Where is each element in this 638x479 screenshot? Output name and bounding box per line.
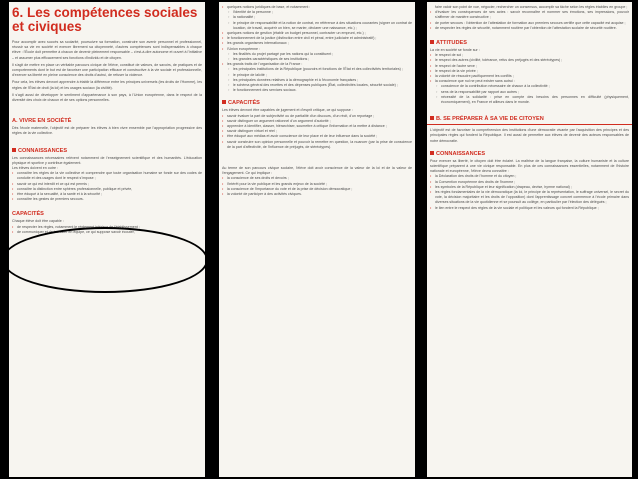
red-square-icon bbox=[430, 40, 434, 44]
attitudes-intro: La vie en société se fonde sur : bbox=[430, 48, 480, 53]
heading-connaissances: CONNAISSANCES bbox=[9, 145, 205, 156]
list-item: • la Convention européenne des droits de l'homme ; bbox=[427, 180, 632, 185]
list-item: ◦ le principe de laïcité ; bbox=[219, 73, 415, 78]
list-item: • l'intérêt pour la vie publique et les grands enjeux de la société ; bbox=[219, 182, 415, 187]
list-item: • de communiquer et de travailler en équipe, ce qui suppose savoir écouter, bbox=[9, 230, 205, 235]
list-item: • être éduqué à la sexualité, à la santé et à la sécurité ; bbox=[9, 192, 205, 197]
list-item: ◦ le principe de responsabilité et la notion de contrat, en référence à des situations courantes (signer un contrat de location, de travail, acquérir un bien, se marier, déclarer une naissance, etc.) ; bbox=[219, 21, 415, 31]
capacites-continued: faire valoir son point de vue, négocier, rechercher un consensus, accomplir sa tâche selon les règles établies en groupe ; bbox=[435, 5, 628, 9]
list-item: • le respect de la vie privée ; bbox=[427, 69, 632, 74]
list-item: • la conscience que nul ne peut exister sans autrui : bbox=[427, 79, 632, 84]
list-item: ◦ les principales données relatives à la démographie et à l'économie françaises ; bbox=[219, 78, 415, 83]
list-item: • les grands organismes internationaux ; bbox=[219, 41, 415, 46]
list-item: • quelques notions de gestion (établir un budget personnel, contracter un emprunt, etc.) ; bbox=[219, 31, 415, 36]
list-item: • le respect de soi ; bbox=[427, 53, 632, 58]
list-item: ◦ le fonctionnement des services sociaux. bbox=[219, 88, 415, 93]
list-item: • la volonté de résoudre pacifiquement les conflits ; bbox=[427, 74, 632, 79]
list-item: • le respect des autres (civilité, tolérance, refus des préjugés et des stéréotypes) ; bbox=[427, 58, 632, 63]
list-item: • d'évaluer les conséquences de ses actes : savoir reconnaître et nommer ses émotions, ses impressions, pouvoir s'affirmer de manière constructive ; bbox=[427, 10, 632, 20]
list-item: • savoir ce qui est interdit et ce qui est permis ; bbox=[9, 182, 205, 187]
connaissances-text: Les connaissances nécessaires relèvent notamment de l'enseignement scientifique et des humanités. L'éducation physique et sportive y contribue également. bbox=[12, 155, 202, 165]
list-item: • la Déclaration des droits de l'homme et du citoyen ; bbox=[427, 174, 632, 179]
list-item: • le fonctionnement de la justice (distinction entre civil et pénal, entre judiciaire et administratif) ; bbox=[219, 36, 415, 41]
list-item: ◦ les grandes caractéristiques de ses institutions ; bbox=[219, 57, 415, 62]
list-item: • le respect de l'autre sexe ; bbox=[427, 64, 632, 69]
list-item: • savoir distinguer un argument rationnel d'un argument d'autorité ; bbox=[219, 119, 415, 124]
page-column-3 bbox=[427, 2, 632, 477]
list-item: ◦ les finalités du projet partagé par les nations qui la constituent ; bbox=[219, 52, 415, 57]
parcours-civique-text: Au terme de son parcours civique scolaire, l'élève doit avoir conscience de la valeur de la loi et de la valeur de l'engagement. Ce qui implique : bbox=[222, 166, 412, 176]
page-column-2 bbox=[219, 2, 415, 477]
heading-attitudes: ATTITUDES bbox=[427, 37, 632, 48]
list-item: • savoir distinguer virtuel et réel ; bbox=[219, 129, 415, 134]
list-item: • de respecter les règles de sécurité, notamment routière par l'obtention de l'attestation scolaire de sécurité routière. bbox=[427, 26, 632, 31]
list-item: ◦ conscience de la contribution nécessaire de chacun à la collectivité ; bbox=[427, 84, 632, 89]
red-square-icon bbox=[12, 148, 16, 152]
list-item: • apprendre à identifier, classer, hiérarchiser, soumettre à critique l'information et la mettre à distance ; bbox=[219, 124, 415, 129]
intro-paragraph-3: Pour cela, les élèves devront apprendre à établir la différence entre les principes universels (les droits de l'Homme), les règles de l'État de droit (la loi) et les usages sociaux (la civilité). bbox=[12, 80, 202, 90]
list-item: • de respecter les règles, notamment le règlement intérieur de l'établissement ; bbox=[9, 225, 205, 230]
intro-paragraph-2: Il s'agit de mettre en place un véritable parcours civique de l'élève, constitué de valeurs, de savoirs, de pratiques et de comportements dont le but est de favoriser une participation efficace et constructive à la vie sociale et professionnelle, d'exercer sa liberté en pleine conscience des droits d'autrui, de refuser la violence. bbox=[12, 62, 202, 78]
capacites-intro: Chaque élève doit être capable : bbox=[12, 219, 64, 224]
heading-capacites: CAPACITÉS bbox=[219, 97, 415, 108]
list-item: • les règles fondamentales de la vie démocratique (la loi, le principe de la représentation, le suffrage universel, le secret du vote, la décision majoritaire et les droits de l'opposition) dont l'apprentissage concret commence à l'école primaire dans diverses situations de la vie quotidienne et se poursuit au collège, en particulier par l'élection des délégués ; bbox=[427, 190, 632, 206]
capacites-text: Les élèves devront être capables de jugement et d'esprit critique, ce qui suppose : bbox=[222, 108, 353, 113]
list-item: • connaître les règles de la vie collective et comprendre que toute organisation humaine se fonde sur des codes de conduite et des usages dont le respect s'impose ; bbox=[9, 171, 205, 181]
intro-paragraph-1: Pour accomplir avec succès sa scolarité, poursuivre sa formation, construire son avenir personnel et professionnel, réussir sa vie en société et exercer librement sa citoyenneté, d'autres compétences sont indispensables à chaque élève : l'École doit permettre à chacun de devenir pleinement responsable – c'est-à-dire autonome et ouvert à l'initiative – et assumer plus efficacement ses fonctions d'individu et de citoyen. bbox=[12, 40, 202, 60]
column-divider bbox=[207, 0, 213, 479]
connaissances-text: Pour exercer sa liberté, le citoyen doit être éclairé. La maîtrise de la langue française, la culture humaniste et la culture scientifique préparent à une vie civique responsable. En plus de ces connaissances essentielles, notamment de l'histoire nationale et européenne, l'élève devra connaître : bbox=[430, 158, 629, 174]
se-preparer-text: L'objectif est de favoriser la compréhension des institutions d'une démocratie vivante par l'acquisition des principes et des principales règles qui fondent la République. Il est aussi de permettre aux élèves de devenir des acteurs responsables de notre démocratie. bbox=[430, 128, 629, 143]
list-item: ◦ l'identité de la personne ; bbox=[219, 10, 415, 15]
heading-se-preparer: B. SE PRÉPARER À SA VIE DE CITOYEN bbox=[427, 113, 632, 125]
list-item: • être éduqué aux médias et avoir conscience de leur place et de leur influence dans la société ; bbox=[219, 134, 415, 139]
red-square-icon bbox=[430, 151, 434, 155]
list-item: • de porter secours : l'obtention de l'attestation de formation aux premiers secours certifie que cette capacité est acquise ; bbox=[427, 21, 632, 26]
red-square-icon bbox=[430, 116, 434, 120]
heading-capacites: CAPACITÉS bbox=[12, 211, 44, 218]
list-item: ◦ la nationalité ; bbox=[219, 15, 415, 20]
hand-drawn-circle-annotation bbox=[2, 227, 208, 293]
list-item: • connaître les gestes de premiers secours. bbox=[9, 197, 205, 202]
connaissances-list-intro: Les élèves doivent en outre : bbox=[12, 166, 58, 171]
column-divider bbox=[416, 0, 422, 479]
list-item: • savoir évaluer la part de subjectivité ou de partialité d'un discours, d'un récit, d'un reportage ; bbox=[219, 114, 415, 119]
list-item: ◦ le schéma général des recettes et des dépenses publiques (État, collectivités locales, sécurité sociale) ; bbox=[219, 83, 415, 88]
list-item: • la volonté de participer à des activités civiques. bbox=[219, 192, 415, 197]
list-item: • savoir construire son opinion personnelle et pouvoir la remettre en question, la nuancer (par la prise de conscience de la part d'affectivité, de l'influence de préjugés, de stéréotypes). bbox=[219, 140, 415, 150]
list-item: • la conscience de ses droits et devoirs ; bbox=[219, 176, 415, 181]
list-item: • quelques notions juridiques de base, et notamment : bbox=[219, 5, 415, 10]
list-item: • les symboles de la République et leur signification (drapeau, devise, hymne national) ; bbox=[427, 185, 632, 190]
list-item: ◦ sens de la responsabilité par rapport aux autres ; bbox=[427, 90, 632, 95]
red-square-icon bbox=[222, 100, 226, 104]
section-title: 6. Les compétences sociales et civiques bbox=[12, 5, 198, 34]
intro-paragraph-4: Il s'agit aussi de développer le sentiment d'appartenance à son pays, à l'Union européenne, dans le respect de la diversité des choix de chacun et de ses options personnelles. bbox=[12, 92, 202, 103]
heading-connaissances: CONNAISSANCES bbox=[427, 148, 632, 159]
list-item: • l'Union européenne : bbox=[219, 47, 415, 52]
list-item: • la conscience de l'importance du vote et de la prise de décision démocratique ; bbox=[219, 187, 415, 192]
list-item: ◦ nécessité de la solidarité : prise en compte des besoins des personnes en difficulté (physiquement, économiquement), en France et ailleurs dans le monde. bbox=[427, 95, 632, 105]
heading-vivre-en-societe: A. VIVRE EN SOCIÉTÉ bbox=[12, 118, 72, 125]
list-item: ◦ les principales institutions de la République (pouvoirs et fonctions de l'État et des collectivités territoriales) ; bbox=[219, 67, 415, 72]
list-item: • connaître la distinction entre sphères professionnelle, publique et privée, bbox=[9, 187, 205, 192]
list-item: • le lien entre le respect des règles de la vie sociale et politique et les valeurs qui fondent la République ; bbox=[427, 206, 632, 211]
vivre-en-societe-text: Dès l'école maternelle, l'objectif est de préparer les élèves à bien vivre ensemble par l'appropriation progressive des règles de la vie collective. bbox=[12, 126, 202, 136]
list-item: • les grands traits de l'organisation de la France : bbox=[219, 62, 415, 67]
